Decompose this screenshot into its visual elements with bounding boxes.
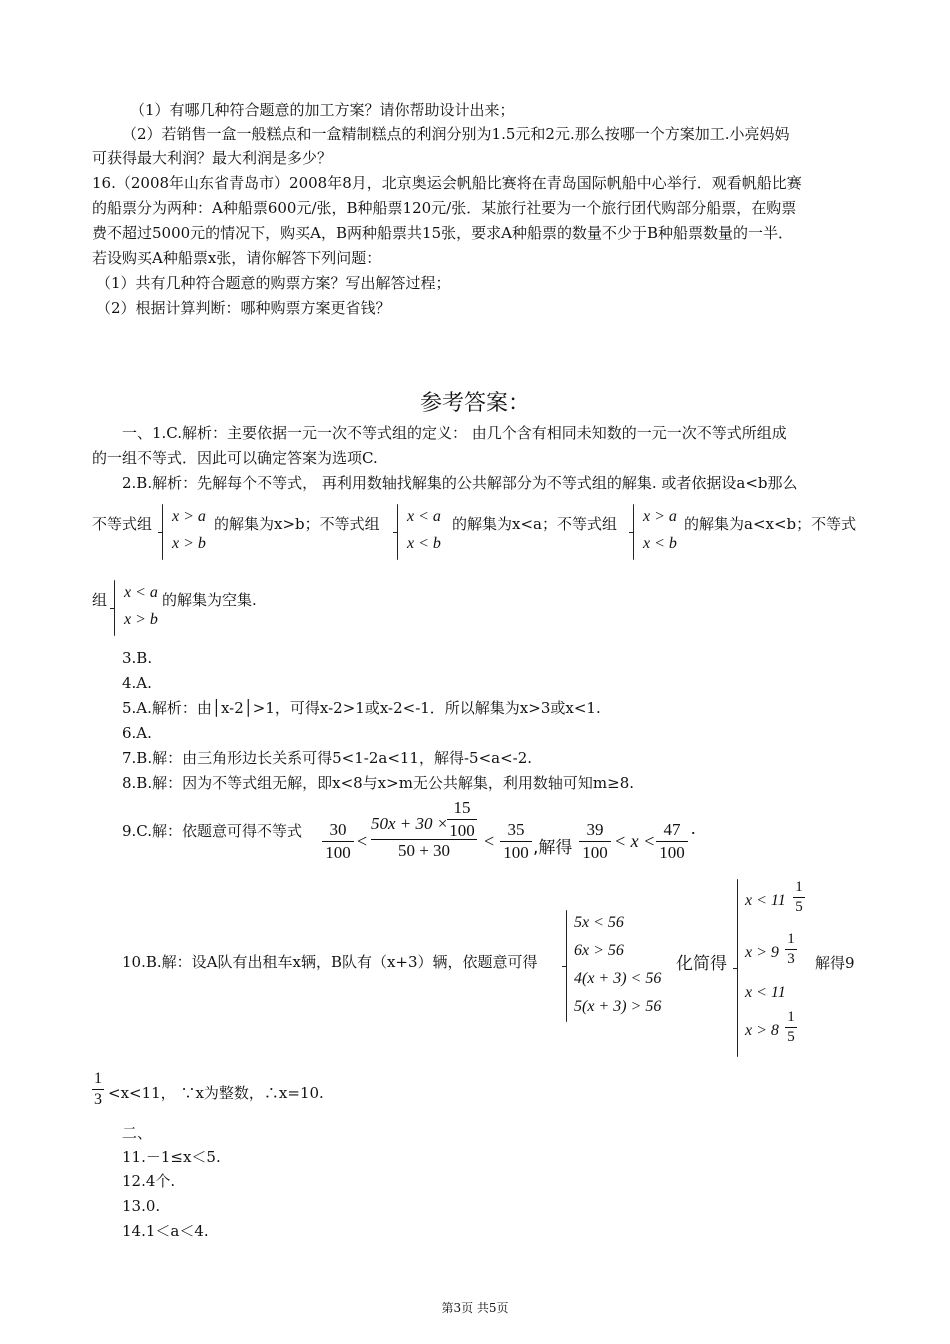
a9-f5-numerator: 47 bbox=[663, 820, 681, 839]
system-2-row-1: x < a bbox=[407, 508, 441, 525]
answer-9-prefix: 9.C.解：依题意可得不等式 bbox=[122, 822, 303, 840]
system-1-row-2: x > b bbox=[172, 535, 206, 552]
a10-r4-value: x > 8 bbox=[745, 1022, 779, 1039]
q16-line2: 的船票分为两种：A种船票600元/张，B种船票120元/张．某旅行社要为一个旅行团代购部分船票，在购票 bbox=[92, 199, 797, 217]
answer-2-line1: 2.B.解析：先解每个不等式， 再利用数轴找解集的公共解部分为不等式组的解集. 或者依据设a<b那么 bbox=[122, 474, 798, 492]
answer-12: 12.4个. bbox=[122, 1172, 176, 1190]
answer-14: 14.1＜a＜4. bbox=[122, 1222, 209, 1240]
a10-r2-denominator: 3 bbox=[787, 951, 795, 967]
a9-lt-2: < bbox=[484, 831, 495, 851]
a10-r1-value: x < 11 bbox=[745, 892, 786, 909]
inequality-system-1 bbox=[162, 504, 207, 560]
answer-11: 11.－1≤x＜5. bbox=[122, 1148, 221, 1166]
a10-frac-numerator: 1 bbox=[94, 1070, 102, 1087]
answer-2-text1: 不等式组 bbox=[92, 515, 153, 533]
system-3-row-2: x < b bbox=[643, 535, 677, 552]
inequality-system-3 bbox=[633, 504, 678, 560]
q16-part2: （2）根据计算判断：哪种购票方案更省钱？ bbox=[96, 299, 391, 317]
q15-part2-line2: 可获得最大利润？最大利润是多少？ bbox=[92, 149, 333, 167]
a9-fraction-2 bbox=[371, 798, 477, 861]
system-4-row-1: x < a bbox=[124, 584, 158, 601]
a10-r2-value: x > 9 bbox=[745, 944, 779, 961]
answer-2-text4: 的解集为a<x<b；不等式 bbox=[684, 515, 857, 533]
q16-line4: 若设购买A种船票x张，请你解答下列问题： bbox=[92, 249, 382, 267]
a10-system-2-row-3: x < 11 bbox=[745, 984, 786, 1001]
a10-simplify: 化简得 bbox=[676, 954, 727, 974]
a10-system-1-row-1: 5x < 56 bbox=[574, 914, 624, 931]
a10-system-1-row-4: 5(x + 3) > 56 bbox=[574, 998, 662, 1015]
a10-frac-denominator: 3 bbox=[94, 1091, 102, 1108]
inequality-system-4 bbox=[114, 580, 159, 636]
answer-2-text2: 的解集为x>b；不等式组 bbox=[214, 515, 380, 533]
a10-r1-numerator: 1 bbox=[795, 879, 803, 895]
a9-f4-numerator: 39 bbox=[586, 820, 604, 839]
system-2-row-2: x < b bbox=[407, 535, 441, 552]
system-3-row-1: x > a bbox=[643, 508, 677, 525]
a9-fraction-5 bbox=[656, 820, 688, 863]
system-1-row-1: x > a bbox=[172, 508, 206, 525]
a10-tail: <x<11， ∵x为整数，∴x=10. bbox=[108, 1084, 324, 1102]
a9-middle: < x < bbox=[614, 831, 656, 851]
a10-r4-denominator: 5 bbox=[787, 1029, 795, 1045]
answer-5: 5.A.解析：由│x-2│>1，可得x-2>1或x-2<-1．所以解集为x>3或x<1. bbox=[122, 699, 601, 717]
a9-fraction-4 bbox=[579, 820, 611, 863]
q15-part1: （1）有哪几种符合题意的加工方案？请你帮助设计出来； bbox=[130, 101, 515, 119]
answer-10-text: 10.B.解：设A队有出租车x辆，B队有（x+3）辆，依题意可得 bbox=[122, 953, 538, 971]
a10-result: 解得9 bbox=[815, 954, 855, 972]
a9-lt-1: < bbox=[357, 831, 368, 851]
a9-f1-numerator: 30 bbox=[329, 820, 347, 839]
answer-6: 6.A. bbox=[122, 724, 152, 742]
answer-1-line2: 的一组不等式．因此可以确定答案为选项C. bbox=[92, 449, 378, 467]
a9-f2-denominator: 50 + 30 bbox=[397, 841, 451, 860]
a9-fraction-3 bbox=[500, 820, 532, 863]
a9-f3-numerator: 35 bbox=[507, 820, 525, 839]
a9-f4-denominator: 100 bbox=[582, 843, 608, 862]
system-4-row-2: x > b bbox=[124, 611, 158, 628]
answer-13: 13.0. bbox=[122, 1197, 161, 1215]
a9-f2-numerator: 50x + 30 × bbox=[371, 814, 449, 833]
answer-1-line1: 一、1.C.解析：主要依据一元一次不等式组的定义： 由几个含有相同未知数的一元一次不等式所组成 bbox=[122, 424, 787, 442]
a10-system-1-row-2: 6x > 56 bbox=[574, 942, 624, 959]
a10-system-1 bbox=[566, 910, 676, 1022]
section-2-heading: 二、 bbox=[122, 1124, 153, 1142]
answer-8: 8.B.解：因为不等式组无解，即x<8与x>m无公共解集，利用数轴可知m≥8. bbox=[122, 774, 635, 792]
answer-4: 4.A. bbox=[122, 674, 152, 692]
answer-3: 3.B. bbox=[122, 649, 153, 667]
a9-f1-denominator: 100 bbox=[325, 843, 351, 862]
answer-2-text3: 的解集为x<a；不等式组 bbox=[452, 515, 617, 533]
a9-f3-denominator: 100 bbox=[503, 843, 529, 862]
q15-part2-line1: （2）若销售一盒一般糕点和一盒精制糕点的利润分别为1.5元和2元.那么按哪一个方案加工.小亮妈妈 bbox=[122, 125, 790, 143]
q16-line3: 费不超过5000元的情况下，购买A，B两种船票共15张，要求A种船票的数量不少于B种船票数量的一半． bbox=[92, 224, 793, 242]
inequality-system-2 bbox=[397, 504, 442, 560]
a10-r1-denominator: 5 bbox=[795, 899, 803, 915]
page-footer: 第3页 共5页 bbox=[441, 1301, 509, 1315]
a9-f2-inner-numerator: 15 bbox=[453, 798, 471, 817]
a10-system-2 bbox=[737, 879, 817, 1057]
q16-part1: （1）共有几种符合题意的购票方案？写出解答过程； bbox=[96, 274, 451, 292]
q16-line1: 16.（2008年山东省青岛市）2008年8月，北京奥运会帆船比赛将在青岛国际帆船中心举行．观看帆船比赛 bbox=[92, 174, 802, 192]
a9-f2-inner-denominator: 100 bbox=[449, 821, 475, 840]
answer-2-text6: 的解集为空集. bbox=[162, 591, 257, 609]
a10-system-1-row-3: 4(x + 3) < 56 bbox=[574, 970, 662, 987]
a9-f5-denominator: 100 bbox=[659, 843, 685, 862]
answer-2-text5: 组 bbox=[92, 591, 108, 609]
answer-7: 7.B.解：由三角形边长关系可得5<1-2a<11，解得-5<a<-2. bbox=[122, 749, 533, 767]
a9-solve: ,解得 bbox=[533, 838, 573, 858]
a10-r4-numerator: 1 bbox=[787, 1009, 795, 1025]
a10-r2-numerator: 1 bbox=[787, 931, 795, 947]
a9-fraction-1 bbox=[322, 820, 354, 863]
a9-end: . bbox=[691, 818, 696, 838]
answers-title: 参考答案： bbox=[419, 391, 530, 416]
a10-fraction-third bbox=[92, 1070, 104, 1109]
